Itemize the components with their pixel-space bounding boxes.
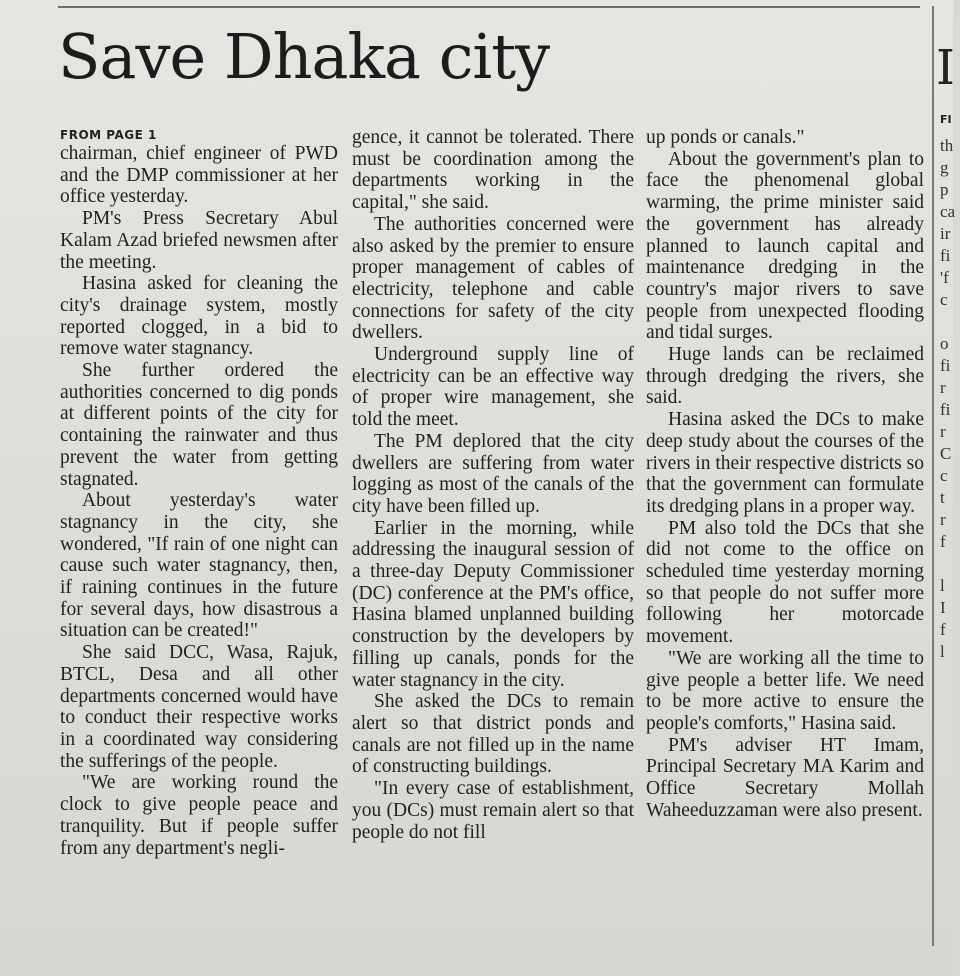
kicker: FROM PAGE 1 (60, 128, 157, 142)
paragraph: PM's adviser HT Imam, Principal Secretary MA Karim and Office Secretary Mollah Waheeduzzaman were also present. (646, 734, 924, 821)
paragraph: Earlier in the morning, while addressing the inaugural session of a three-day Deputy Commissioner (DC) conference at the PM's office, Hasina blamed unplanned building construction by the developers by filling up canals, ponds for the water stagnancy in the city. (352, 517, 634, 691)
next-article-line-fragment: I (940, 598, 946, 617)
next-article-line-fragment: c (940, 466, 948, 485)
next-article-line-fragment: r (940, 378, 946, 397)
headline: Save Dhaka city (58, 20, 550, 93)
next-article-line-fragment: r (940, 422, 946, 441)
paragraph: She asked the DCs to remain alert so that district ponds and canals are not filled up in the name of constructing buildings. (352, 691, 634, 778)
next-article-line-fragment (940, 311, 960, 333)
paragraph: PM's Press Secretary Abul Kalam Azad briefed newsmen after the meeting. (60, 208, 338, 273)
next-article-headline-fragment: I (936, 40, 955, 96)
article-column-1 (60, 127, 338, 859)
article-column-3 (646, 127, 924, 822)
next-article-line-fragment (940, 553, 960, 575)
next-article-line-fragment: p (940, 180, 949, 199)
column-divider (932, 6, 934, 946)
paragraph: "We are working all the time to give people a better life. We need to be more active to ensure the people's comforts," Hasina said. (646, 647, 924, 734)
paragraph: Hasina asked the DCs to make deep study about the courses of the rivers in their respective districts so that the government can formulate its dredging plans in a proper way. (646, 409, 924, 517)
paragraph: "We are working round the clock to give people peace and tranquility. But if people suffer from any department's negli- (60, 772, 338, 859)
next-article-kicker-fragment: FI (940, 113, 952, 126)
next-article-line-fragment: C (940, 444, 952, 463)
paragraph: up ponds or canals." (646, 127, 805, 148)
paragraph: chairman, chief engineer of PWD and the DMP commissioner at her office yesterday. (60, 143, 338, 208)
next-article-line-fragment: fi (940, 400, 951, 419)
paragraph: About yesterday's water stagnancy in the city, she wondered, "If rain of one night can cause such water stagnancy, then, if raining continues in the future for several days, how disastrous a situation can be created!" (60, 490, 338, 642)
next-article-line-fragment: fi (940, 356, 951, 375)
paragraph: She further ordered the authorities concerned to dig ponds at different points of the city for containing the rainwater and thus prevent the water from getting stagnated. (60, 360, 338, 490)
paragraph: The authorities concerned were also asked by the premier to ensure proper management of cables of electricity, telephone and cable connections for safety of the city dwellers. (352, 213, 634, 344)
paragraph: PM also told the DCs that she did not come to the office on scheduled time yesterday morning so that people do not suffer more following her motorcade movement. (646, 517, 924, 648)
next-article-line-fragment: g (940, 158, 949, 177)
next-article-line-fragment: l (940, 576, 945, 595)
next-article-line-fragment: ca (940, 202, 956, 221)
next-article-line-fragment: r (940, 510, 946, 529)
paragraph: Hasina asked for cleaning the city's drainage system, mostly reported clogged, in a bid to remove water stagnancy. (60, 273, 338, 360)
next-article-line-fragment: c (940, 290, 948, 309)
paragraph: Underground supply line of electricity can be an effective way of proper wire management, she told the meet. (352, 344, 634, 431)
paragraph: About the government's plan to face the phenomenal global warming, the prime minister said the government has already planned to launch capital and maintenance dredging in the country's major rivers to save people from unexpected flooding and tidal surges. (646, 148, 924, 344)
paragraph: Huge lands can be reclaimed through dredging the rivers, she said. (646, 344, 924, 409)
paragraph: The PM deplored that the city dwellers are suffering from water logging as most of the canals of the city have been filled up. (352, 430, 634, 517)
paragraph: She said DCC, Wasa, Rajuk, BTCL, Desa and all other departments concerned would have to conduct their respective works in a coordinated way considering the sufferings of the people. (60, 642, 338, 772)
next-article-line-fragment: l (940, 642, 945, 661)
next-article-line-fragment: th (940, 136, 954, 155)
next-article-line-fragment: t (940, 488, 945, 507)
next-article-line-fragment: fi (940, 246, 951, 265)
next-article-line-fragment: ir (940, 224, 951, 243)
next-article-column-fragment (940, 135, 960, 663)
paragraph: "In every case of establishment, you (DCs) must remain alert so that people do not fill (352, 778, 634, 843)
top-rule (58, 6, 920, 8)
next-article-line-fragment: f (940, 620, 946, 639)
article-column-2 (352, 127, 634, 843)
paragraph: gence, it cannot be tolerated. There must be coordination among the departments working in the capital," she said. (352, 127, 634, 214)
next-article-line-fragment: 'f (940, 268, 949, 287)
next-article-line-fragment: f (940, 532, 946, 551)
next-article-line-fragment: o (940, 334, 949, 353)
